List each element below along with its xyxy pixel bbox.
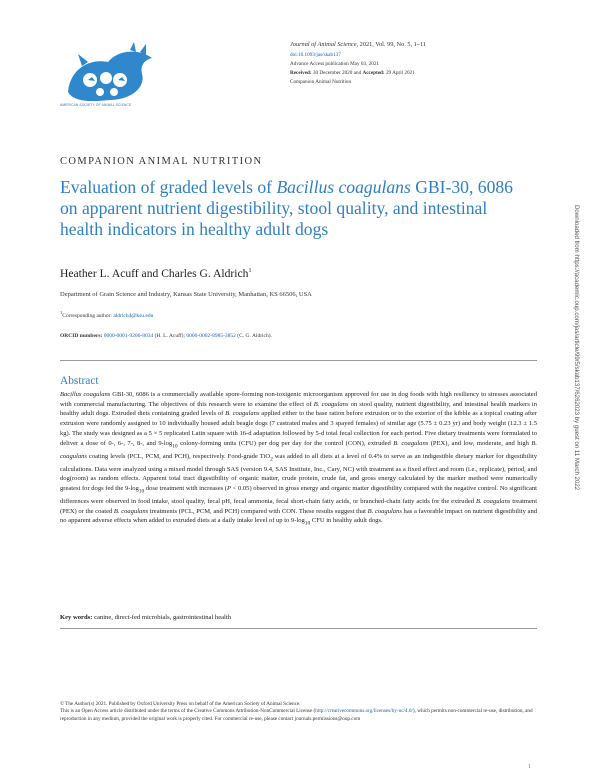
copyright-footer — [60, 701, 538, 723]
advance-access: Advance Access publication May 03, 2021 — [290, 61, 380, 67]
license-link[interactable]: http://creativecommons.org/licenses/by-nc/4.0/ — [315, 708, 413, 715]
article-title: Evaluation of graded levels of Bacillus coagulans GBI-30, 6086 on apparent nutrient digestibility, stool quality, and intestinal health indicators in healthy adult dogs — [60, 177, 513, 239]
article-category: COMPANION ANIMAL NUTRITION — [60, 156, 263, 167]
doi-link[interactable]: doi:10.1093/jas/skab137 — [290, 52, 341, 58]
orcid-link-1[interactable]: 0000-0001-9206-8034 — [103, 333, 154, 339]
journal-info — [290, 40, 426, 87]
license-text: This is an Open Access article distributed under the terms of the Creative Commons Attribution-NonCommercial License (http://creativecommons.org/licenses/by-nc/4.0/), which permits non-commercial re-use, distribution, and reproduction in any medium, provided the original work is properly cited. For commercial re-use, please contact journals.permissions@oup.com — [60, 708, 533, 722]
journal-name: Journal of Animal Science — [290, 41, 357, 48]
divider-top — [60, 360, 537, 361]
journal-section: Companion Animal Nutrition — [290, 79, 352, 85]
divider-bottom — [60, 628, 537, 629]
corresponding-author: $^1$Corresponding author: aldrich4@ksu.edu — [60, 310, 154, 319]
journal-citation: , 2021, Vol. 99, No. 5, 1–11 — [356, 41, 427, 48]
abstract-heading: Abstract — [60, 375, 99, 387]
download-watermark: Downloaded from https://academic.oup.com/jas/article/99/5/skab137/6262023 by guest on 11 March 2022 — [573, 205, 580, 491]
society-logo — [60, 40, 160, 110]
keywords: Key words: canine, direct-fed microbials, gastrointestinal health — [60, 614, 232, 621]
orcid-numbers: ORCID numbers: 0000-0001-9206-8034 (H. L. Acuff); 0000-0002-8985-3852 (C. G. Aldrich). — [60, 333, 272, 339]
email-link[interactable]: aldrich4@ksu.edu — [113, 312, 154, 319]
copyright-line: © The Author(s) 2021. Published by Oxford University Press on behalf of the American Society of Animal Science. — [60, 701, 301, 707]
orcid-link-2[interactable]: 0000-0002-8985-3852 — [186, 333, 236, 339]
received-accepted: Received: 30 December 2020 and Accepted: 29 April 2021 — [290, 70, 415, 76]
affiliation: Department of Grain Science and Industry, Kansas State University, Manhattan, KS 66506, USA — [60, 291, 312, 298]
logo-caption: AMERICAN SOCIETY OF ANIMAL SCIENCE — [60, 103, 132, 107]
page-number: 1 — [528, 764, 531, 770]
abstract-body: Bacillus coagulans GBI-30, 6086 is a commercially available spore-forming non-toxigenic microorganism approved for use in dog foods with high resiliency to stresses associated with commercial manufacturing. The objectives of this research were to examine the effect of B. coagulans on stool quality, nutrient digestibility, and intestinal health markers in healthy adult dogs. Extruded diets containing graded levels of B. coagulans applied either to the base ration before extrusion or to the exterior of the kibble as a topical coating after extrusion were randomly assigned to 10 individually housed adult beagle dogs (7 castrated males and 3 spayed females) of similar age (5.75 ± 0.23 yr) and body weight (12.3 ± 1.5 kg). The study was designed as a 5 × 5 replicated Latin square with 16-d adaptation followed by 5-d total fecal collection for each period. Five dietary treatments were formulated to deliver a dose of 0-, 6-, 7-, 8-, and $9-\log_{10}$ colony-forming units (CFU) per dog per day for the control (CON), extruded B. coagulans (PEX), and low, moderate, and high B. coagulans coating levels (PCL, PCM, and PCH), respectively. Food-grade TiO$_2$ was added to all diets at a level of 0.4% to serve as an indigestible dietary marker for digestibility calculations. Data were analyzed using a mixed model through SAS (version 9.4, SAS Institute, Inc., Cary, NC) with treatment as a fixed effect and room (i.e., replicate), period, and dog(room) as random effects. Apparent total tract digestibility of organic matter, crude protein, crude fat, and gross energy calculated by the marker method were numerically greatest for dogs fed the $9-\log_{10}$ dose treatment with increases (P < 0.05) observed in gross energy and organic matter digestibility compared with the negative control. No significant differences were observed in food intake, stool quality, fecal pH, fecal ammonia, fecal short-chain fatty acids, or branched-chain fatty acids for the extruded B. coagulans treatment (PEX) or the coated B. coagulans treatments (PCL, PCM, and PCH) compared with CON. These results suggest that B. coagulans has a favorable impact on nutrient digestibility and no apparent adverse effects when added to extruded diets at a daily intake level of up to $9-\log_{10}$ CFU in healthy adult dogs. — [60, 391, 538, 527]
authors: Heather L. Acuff and Charles G. Aldrich$^1$ — [60, 267, 252, 280]
